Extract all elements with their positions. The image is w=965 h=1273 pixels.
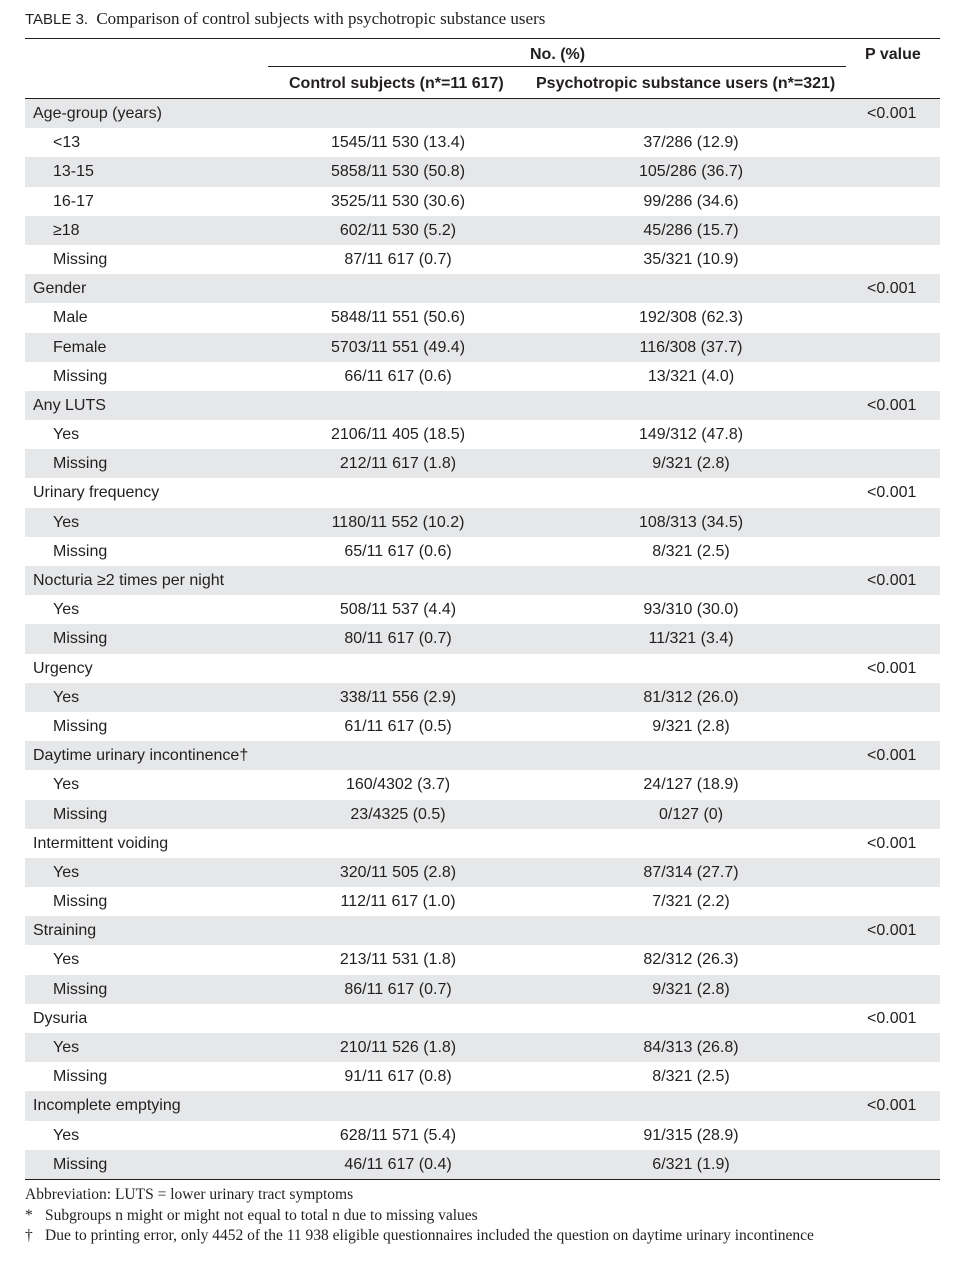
control-cell: 61/11 617 (0.5) <box>344 717 452 735</box>
row-label: Straining <box>33 922 97 940</box>
table-footnotes <box>25 1185 814 1247</box>
category-row <box>25 1004 940 1033</box>
table-row <box>25 187 940 216</box>
row-label: Male <box>53 309 88 327</box>
control-cell: 160/4302 (3.7) <box>345 776 451 794</box>
control-cell: 628/11 571 (5.4) <box>339 1126 457 1144</box>
row-label: Daytime urinary incontinence† <box>33 747 249 765</box>
control-cell: 66/11 617 (0.6) <box>344 367 452 385</box>
p-value-cell: <0.001 <box>867 105 917 122</box>
row-label: Yes <box>53 601 80 619</box>
row-label: Urinary frequency <box>33 484 160 502</box>
table-caption <box>25 9 545 29</box>
row-label: Missing <box>53 630 108 648</box>
category-row <box>25 566 940 595</box>
table-row <box>25 1150 940 1179</box>
control-cell: 338/11 556 (2.9) <box>339 688 457 706</box>
users-cell: 82/312 (26.3) <box>643 951 739 969</box>
row-label: Missing <box>53 805 108 823</box>
p-value-cell: <0.001 <box>867 484 917 502</box>
p-value-cell: <0.001 <box>867 922 917 940</box>
table-row <box>25 420 940 449</box>
users-cell: 8/321 (2.5) <box>652 542 730 560</box>
row-label: Missing <box>53 542 108 560</box>
row-label: Nocturia ≥2 times per night <box>33 572 225 589</box>
control-cell: 2106/11 405 (18.5) <box>330 426 466 444</box>
table-row <box>25 624 940 653</box>
users-cell: 45/286 (15.7) <box>643 221 739 239</box>
control-cell: 5848/11 551 (50.6) <box>330 309 466 327</box>
p-value-cell: <0.001 <box>867 1009 917 1027</box>
row-label: Age-group (years) <box>33 105 162 122</box>
table-row <box>25 858 940 887</box>
users-cell: 81/312 (26.0) <box>643 688 739 706</box>
p-value-cell: <0.001 <box>867 572 917 589</box>
control-cell: 1545/11 530 (13.4) <box>330 134 466 152</box>
star-mark: * <box>25 1206 33 1224</box>
table-row <box>25 449 940 478</box>
row-label: Yes <box>53 1039 80 1056</box>
table-bottom-rule <box>25 1179 940 1180</box>
users-cell: 7/321 (2.2) <box>652 893 730 911</box>
control-cell: 320/11 505 (2.8) <box>339 863 457 881</box>
category-row <box>25 391 940 420</box>
users-cell: 93/310 (30.0) <box>643 601 739 619</box>
table-row <box>25 1121 940 1150</box>
control-cell: 5703/11 551 (49.4) <box>330 338 466 356</box>
control-cell: 212/11 617 (1.8) <box>339 455 457 473</box>
users-cell: 116/308 (37.7) <box>639 338 743 356</box>
category-row <box>25 478 940 507</box>
row-label: Female <box>53 338 107 356</box>
row-label: <13 <box>53 134 81 152</box>
row-label: Missing <box>53 893 108 911</box>
table-row <box>25 245 940 274</box>
p-value-cell: <0.001 <box>867 659 917 677</box>
table-row <box>25 800 940 829</box>
control-cell: 65/11 617 (0.6) <box>344 542 452 560</box>
control-cell: 508/11 537 (4.4) <box>339 601 457 619</box>
table-row <box>25 770 940 799</box>
table-row <box>25 887 940 916</box>
row-label: Missing <box>53 367 108 385</box>
table-row <box>25 216 940 245</box>
category-row <box>25 829 940 858</box>
control-cell: 5858/11 530 (50.8) <box>330 163 466 181</box>
category-row <box>25 99 940 128</box>
users-cell: 91/315 (28.9) <box>643 1126 739 1144</box>
control-cell: 23/4325 (0.5) <box>350 805 446 823</box>
control-cell: 46/11 617 (0.4) <box>344 1155 452 1173</box>
table-row <box>25 975 940 1004</box>
users-column-header: Psychotropic substance users (n*=321) <box>536 75 836 92</box>
column-group-header: No. (%) <box>530 46 586 63</box>
table-header <box>25 38 940 99</box>
control-cell: 80/11 617 (0.7) <box>344 630 452 648</box>
users-cell: 192/308 (62.3) <box>638 309 744 327</box>
category-row <box>25 916 940 945</box>
table-row <box>25 333 940 362</box>
control-cell: 87/11 617 (0.7) <box>344 250 452 268</box>
table-row <box>25 712 940 741</box>
row-label: Yes <box>53 863 80 881</box>
star-footnote <box>25 1206 814 1227</box>
dagger-footnote-text: Due to printing error, only 4452 of the 11 938 eligible questionnaires included the question on daytime urinary incontinence <box>45 1227 814 1244</box>
users-cell: 8/321 (2.5) <box>652 1068 730 1086</box>
table-row <box>25 945 940 974</box>
row-label: Urgency <box>33 659 93 677</box>
users-cell: 87/314 (27.7) <box>643 863 739 881</box>
p-value-cell: <0.001 <box>867 1097 917 1115</box>
table-label: TABLE 3. <box>25 11 89 28</box>
header-divider <box>268 66 846 67</box>
table-row <box>25 128 940 157</box>
users-cell: 108/313 (34.5) <box>638 513 744 531</box>
row-label: 16-17 <box>53 192 94 210</box>
category-row <box>25 1091 940 1120</box>
control-cell: 91/11 617 (0.8) <box>344 1068 452 1086</box>
table-row <box>25 303 940 332</box>
row-label: Dysuria <box>33 1009 88 1027</box>
users-cell: 11/321 (3.4) <box>648 630 734 648</box>
users-cell: 149/312 (47.8) <box>638 426 744 444</box>
category-row <box>25 741 940 770</box>
users-cell: 35/321 (10.9) <box>643 250 739 268</box>
control-cell: 213/11 531 (1.8) <box>339 951 457 969</box>
row-label: Yes <box>53 1126 80 1144</box>
row-label: Yes <box>53 688 80 706</box>
users-cell: 6/321 (1.9) <box>652 1155 730 1173</box>
row-label: Missing <box>53 1068 108 1086</box>
category-row <box>25 654 940 683</box>
dagger-footnote <box>25 1226 814 1247</box>
table-row <box>25 1062 940 1091</box>
row-label: Gender <box>33 280 87 298</box>
table-title: Comparison of control subjects with psychotropic substance users <box>96 9 546 28</box>
users-cell: 9/321 (2.8) <box>652 717 730 735</box>
row-label: Yes <box>53 426 80 444</box>
p-value-cell: <0.001 <box>867 747 917 765</box>
row-label: Yes <box>53 776 80 794</box>
users-cell: 9/321 (2.8) <box>652 980 730 998</box>
users-cell: 99/286 (34.6) <box>643 192 739 210</box>
p-value-cell: <0.001 <box>867 280 917 298</box>
control-cell: 210/11 526 (1.8) <box>339 1039 457 1056</box>
row-label: Any LUTS <box>33 396 106 414</box>
users-cell: 24/127 (18.9) <box>643 776 739 794</box>
row-label: Missing <box>53 1155 108 1173</box>
row-label: Missing <box>53 717 108 735</box>
row-label: 13-15 <box>53 163 94 181</box>
row-label: Yes <box>53 951 80 969</box>
table-row <box>25 1033 940 1062</box>
row-label: Intermittent voiding <box>33 834 169 852</box>
users-cell: 0/127 (0) <box>658 805 724 823</box>
control-cell: 86/11 617 (0.7) <box>344 980 452 998</box>
users-cell: 37/286 (12.9) <box>643 134 739 152</box>
row-label: Missing <box>53 980 108 998</box>
users-cell: 9/321 (2.8) <box>652 455 730 473</box>
table-row <box>25 595 940 624</box>
users-cell: 13/321 (4.0) <box>647 367 735 385</box>
control-cell: 602/11 530 (5.2) <box>339 221 457 239</box>
abbreviation-note: Abbreviation: LUTS = lower urinary tract symptoms <box>25 1186 354 1203</box>
comparison-table <box>25 38 940 1180</box>
row-label: Yes <box>53 513 80 531</box>
table-row <box>25 508 940 537</box>
row-label: ≥18 <box>53 221 80 239</box>
control-cell: 112/11 617 (1.0) <box>340 893 456 911</box>
p-value-header: P value <box>865 46 921 63</box>
users-cell: 84/313 (26.8) <box>643 1039 739 1056</box>
table-body <box>25 99 940 1179</box>
row-label: Missing <box>53 455 108 473</box>
row-label: Incomplete emptying <box>33 1097 181 1115</box>
star-footnote-text: Subgroups n might or might not equal to total n due to missing values <box>45 1206 478 1224</box>
dagger-mark: † <box>25 1227 33 1244</box>
category-row <box>25 274 940 303</box>
p-value-cell: <0.001 <box>867 396 917 414</box>
row-label: Missing <box>53 250 108 268</box>
table-row <box>25 537 940 566</box>
table-row <box>25 683 940 712</box>
table-row <box>25 157 940 186</box>
users-cell: 105/286 (36.7) <box>638 163 744 181</box>
control-cell: 3525/11 530 (30.6) <box>330 192 466 210</box>
control-cell: 1180/11 552 (10.2) <box>331 513 465 531</box>
table-row <box>25 362 940 391</box>
p-value-cell: <0.001 <box>867 834 917 852</box>
control-column-header: Control subjects (n*=11 617) <box>289 75 504 92</box>
